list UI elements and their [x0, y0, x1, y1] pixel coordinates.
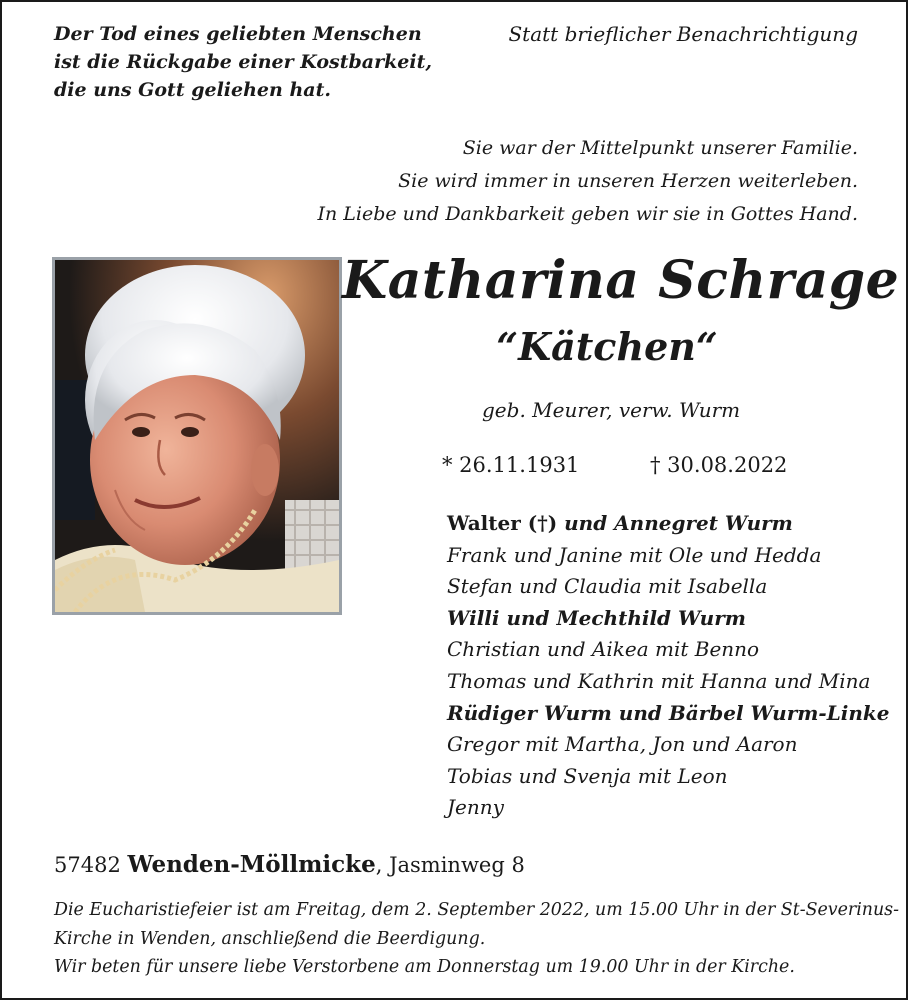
- mourner-line: [447, 508, 889, 540]
- quote-line: die uns Gott geliehen hat.: [54, 79, 331, 101]
- verse-line: Sie wird immer in unseren Herzen weiterleben.: [398, 170, 858, 192]
- birth-name: geb. Meurer, verw. Wurm: [482, 398, 741, 422]
- quote-line: Der Tod eines geliebten Menschen: [54, 23, 422, 45]
- notice-type: Statt brieflicher Benachrichtigung: [508, 22, 858, 46]
- mourner-line: Willi und Mechthild Wurm: [447, 605, 746, 630]
- birth-date: * 26.11.1931: [442, 453, 580, 477]
- mourner-name-part: ): [547, 511, 558, 535]
- deceased-nickname: “Kätchen“: [496, 324, 718, 369]
- service-line: Kirche in Wenden, anschließend die Beerdigung.: [54, 928, 486, 949]
- opening-quote: [54, 20, 432, 104]
- mourner-line: Gregor mit Martha, Jon und Aaron: [447, 732, 798, 757]
- deceased-name: Katharina Schrage: [342, 250, 900, 311]
- service-line: Die Eucharistiefeier ist am Freitag, dem 2. September 2022, um 15.00 Uhr in der St-Severinus-: [54, 900, 899, 920]
- mourner-line: Thomas und Kathrin mit Hanna und Mina: [447, 668, 871, 693]
- service-line: Wir beten für unsere liebe Verstorbene am Donnerstag um 19.00 Uhr in der Kirche.: [54, 957, 795, 977]
- postcode: 57482: [54, 853, 121, 877]
- memorial-verse: [317, 132, 858, 231]
- portrait-illustration: [55, 260, 339, 612]
- verse-line: In Liebe und Dankbarkeit geben wir sie in Gottes Hand.: [317, 203, 858, 225]
- deceased-cross-mark: †: [537, 511, 548, 535]
- mourner-line: Rüdiger Wurm und Bärbel Wurm-Linke: [447, 700, 890, 725]
- town: Wenden-Möllmicke: [127, 851, 376, 878]
- street: , Jasminweg 8: [375, 853, 525, 877]
- mourner-line: Frank und Janine mit Ole und Hedda: [447, 542, 822, 567]
- verse-line: Sie war der Mittelpunkt unserer Familie.: [462, 137, 858, 159]
- death-date: † 30.08.2022: [650, 453, 788, 477]
- quote-line: ist die Rückgabe einer Kostbarkeit,: [54, 51, 432, 73]
- mourners-list: [447, 508, 889, 824]
- mourner-name-part: Walter (: [447, 511, 538, 535]
- address: [54, 851, 525, 878]
- mourner-line: Stefan und Claudia mit Isabella: [447, 574, 768, 599]
- mourner-line: Jenny: [447, 795, 504, 820]
- mourner-line: Tobias und Svenja mit Leon: [447, 763, 728, 788]
- mourner-name-part: und Annegret Wurm: [557, 511, 793, 535]
- mourner-line: Christian und Aikea mit Benno: [447, 637, 760, 662]
- service-info: [54, 896, 899, 982]
- portrait-photo: [52, 257, 342, 615]
